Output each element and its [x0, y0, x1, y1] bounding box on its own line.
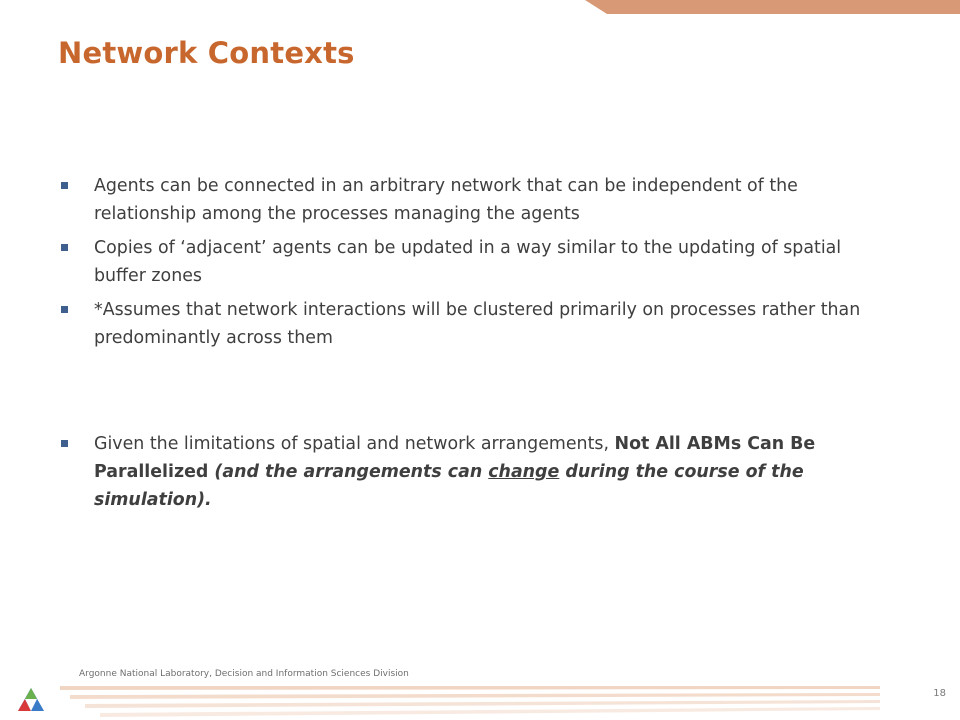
- bullet-item: [58, 296, 898, 352]
- page-number: 18: [933, 688, 946, 699]
- bullet-item-conclusion: [58, 430, 898, 514]
- bullet-text-emphasis: Not All ABMs Can Be Parallelized: [94, 434, 816, 482]
- bullet-text: *Assumes that network interactions will be clustered primarily on processes rather than predominantly across them: [94, 300, 861, 348]
- bullet-item: [58, 234, 898, 290]
- bullet-text: Agents can be connected in an arbitrary network that can be independent of the relationship among the processes managing the agents: [94, 176, 798, 224]
- bullet-item: [58, 172, 898, 228]
- bullet-text-intro: Given the limitations of spatial and network arrangements,: [94, 434, 615, 454]
- bullet-text-italic: (and the arrangements can: [208, 462, 489, 482]
- square-bullet-icon: [61, 244, 68, 251]
- footer-decorative-stripes: [60, 684, 880, 718]
- square-bullet-icon: [61, 182, 68, 189]
- top-accent-band: [585, 0, 960, 14]
- bullet-text-italic-end: during the course of the simulation).: [94, 462, 804, 510]
- bullet-list: [58, 172, 898, 520]
- slide-title: Network Contexts: [58, 36, 355, 70]
- argonne-logo-icon: [17, 687, 45, 713]
- square-bullet-icon: [61, 440, 68, 447]
- footer-organization: Argonne National Laboratory, Decision and Information Sciences Division: [79, 669, 409, 679]
- bullet-text-underlined: change: [488, 462, 560, 482]
- bullet-text: Copies of ‘adjacent’ agents can be updated in a way similar to the updating of spatial buffer zones: [94, 238, 842, 286]
- square-bullet-icon: [61, 306, 68, 313]
